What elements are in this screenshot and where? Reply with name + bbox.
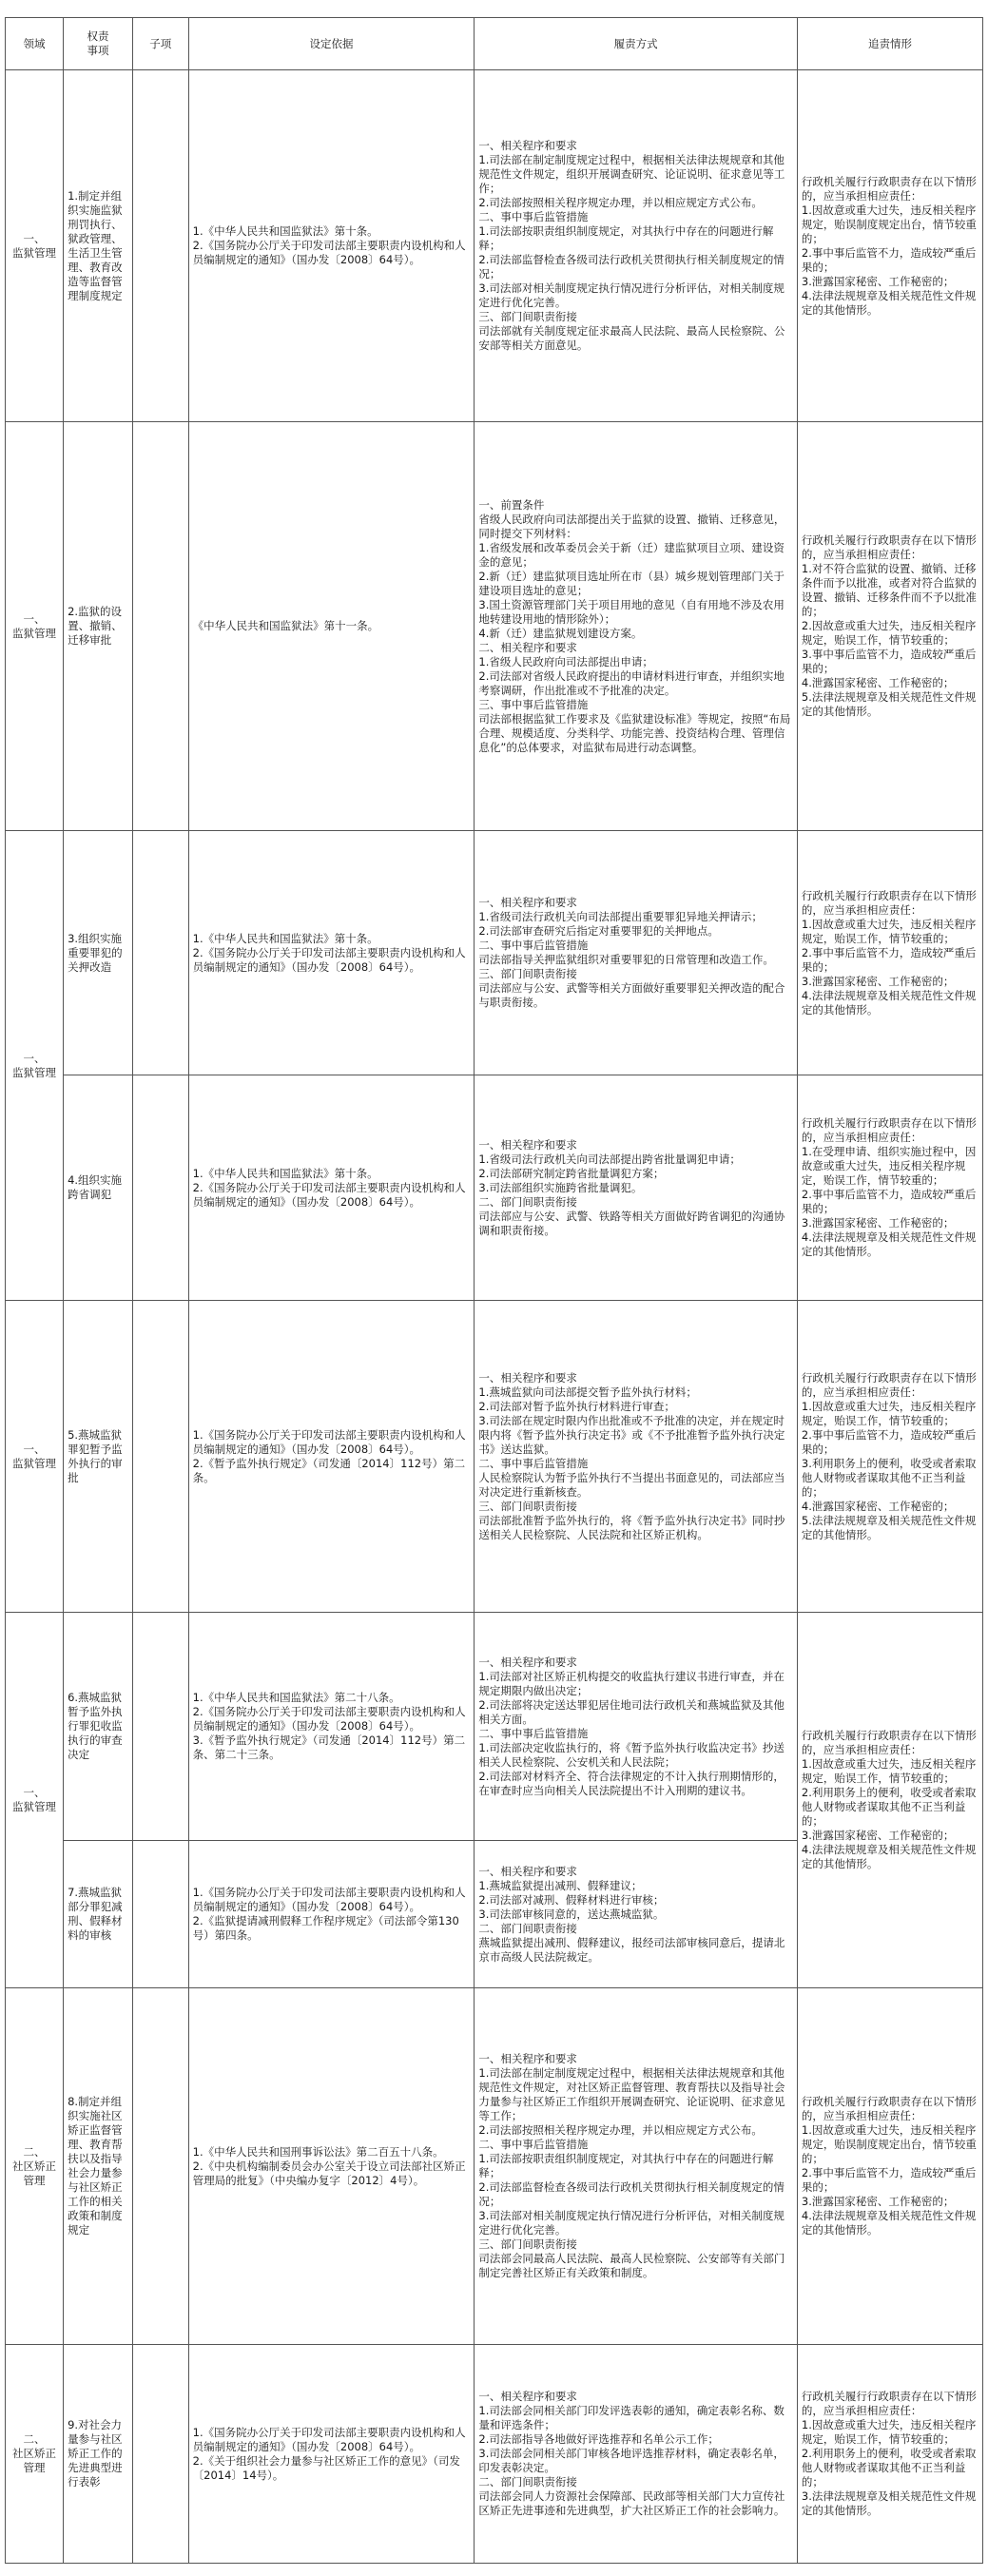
subitem-cell bbox=[132, 70, 188, 422]
basis-cell: 1.《国务院办公厅关于印发司法部主要职责内设机构和人员编制规定的通知》（国办发〔2008〕64号）。 2.《关于组织社会力量参与社区矫正工作的意见》（司发〔2014〕14号）。 bbox=[188, 2345, 475, 2564]
subitem-cell bbox=[132, 831, 188, 1075]
item-cell: 8.制定并组织实施社区矫正监督管理、教育帮扶以及指导社会力量参与社区矫正工作的相关政策和制度规定 bbox=[64, 1988, 133, 2345]
table-row bbox=[6, 422, 983, 831]
duties-cell: 一、相关程序和要求 1.司法部会同相关部门印发评选表彰的通知，确定表彰名称、数量和评选条件； 2.司法部指导各地做好评选推荐和名单公示工作； 3.司法部会同相关部门审核各地评选推荐材料，确定表彰名单，印发表彰决定。 二、部门间职责衔接 司法部会同人力资源社会保障部、民政部等相关部门大力宣传社区矫正先进事迹和先进典型，扩大社区矫正工作的社会影响力。 bbox=[475, 2345, 798, 2564]
item-cell: 4.组织实施跨省调犯 bbox=[64, 1075, 133, 1301]
domain-cell: 二、 社区矫正管理 bbox=[6, 1988, 64, 2345]
subitem-cell bbox=[132, 422, 188, 831]
domain-cell: 一、 监狱管理 bbox=[6, 1301, 64, 1613]
basis-cell: 《中华人民共和国监狱法》第十一条。 bbox=[188, 422, 475, 831]
header-duties: 履责方式 bbox=[475, 18, 798, 70]
item-cell: 7.燕城监狱部分罪犯减刑、假释材料的审核 bbox=[64, 1841, 133, 1988]
table-row bbox=[6, 70, 983, 422]
accountability-cell: 行政机关履行行政职责存在以下情形的，应当承担相应责任： 1.在受理申请、组织实施过程中，因故意或重大过失，违反相关程序规定，贻误工作，情节较重的； 2.事中事后监管不力，造成较严重后果的； 3.泄露国家秘密、工作秘密的； 4.法律法规规章及相关规范性文件规定的其他情形。 bbox=[797, 1075, 982, 1301]
subitem-cell bbox=[132, 1613, 188, 1841]
item-cell: 1.制定并组织实施监狱刑罚执行、狱政管理、生活卫生管理、教育改造等监督管理制度规定 bbox=[64, 70, 133, 422]
basis-cell: 1.《国务院办公厅关于印发司法部主要职责内设机构和人员编制规定的通知》（国办发〔2008〕64号）。 2.《暂予监外执行规定》（司发通〔2014〕112号）第二条。 bbox=[188, 1301, 475, 1613]
accountability-cell: 行政机关履行行政职责存在以下情形的，应当承担相应责任： 1.对不符合监狱的设置、撤销、迁移条件而予以批准，或者对符合监狱的设置、撤销、迁移条件而不予以批准的； 2.因故意或重大过失，违反相关程序规定，贻误工作，情节较重的； 3.事中事后监管不力，造成较严重后果的； 4.泄露国家秘密、工作秘密的； 5.法律法规规章及相关规范性文件规定的其他情形。 bbox=[797, 422, 982, 831]
item-cell: 2.监狱的设置、撤销、迁移审批 bbox=[64, 422, 133, 831]
table-row bbox=[6, 2345, 983, 2564]
basis-cell: 1.《中华人民共和国监狱法》第十条。 2.《国务院办公厅关于印发司法部主要职责内设机构和人员编制规定的通知》（国办发〔2008〕64号）。 bbox=[188, 831, 475, 1075]
item-cell: 3.组织实施重要罪犯的关押改造 bbox=[64, 831, 133, 1075]
basis-cell: 1.《中华人民共和国监狱法》第十条。 2.《国务院办公厅关于印发司法部主要职责内设机构和人员编制规定的通知》（国办发〔2008〕64号）。 bbox=[188, 70, 475, 422]
subitem-cell bbox=[132, 1988, 188, 2345]
header-item: 权责 事项 bbox=[64, 18, 133, 70]
table-row bbox=[6, 1075, 983, 1301]
table-row bbox=[6, 831, 983, 1075]
duties-cell: 一、相关程序和要求 1.省级司法行政机关向司法部提出跨省批量调犯申请； 2.司法部研究制定跨省批量调犯方案； 3.司法部组织实施跨省批量调犯。 二、部门间职责衔接 司法部应与公安、武警、铁路等相关方面做好跨省调犯的沟通协调和职责衔接。 bbox=[475, 1075, 798, 1301]
duties-cell: 一、前置条件 省级人民政府向司法部提出关于监狱的设置、撤销、迁移意见，同时提交下列材料： 1.省级发展和改革委员会关于新（迁）建监狱项目立项、建设资金的意见； 2.新（迁）建监狱项目选址所在市（县）城乡规划管理部门关于建设项目选址的意见； 3.国土资源管理部门关于项目用地的意见（自有用地不涉及农用地转建设用地的情形除外）； 4.新（迁）建监狱规划建设方案。 二、相关程序和要求 1.省级人民政府向司法部提出申请； 2.司法部对省级人民政府提出的申请材料进行审查，并组织实地考察调研，作出批准或不予批准的决定。 三、事中事后监管措施 司法部根据监狱工作要求及《监狱建设标准》等规定，按照“布局合理、规模适度、分类科学、功能完善、投资结构合理、管理信息化”的总体要求，对监狱布局进行动态调整。 bbox=[475, 422, 798, 831]
duties-cell: 一、相关程序和要求 1.省级司法行政机关向司法部提出重要罪犯异地关押请示； 2.司法部审查研究后指定对重要罪犯的关押地点。 二、事中事后监管措施 司法部指导关押监狱组织对重要罪犯的日常管理和改造工作。 三、部门间职责衔接 司法部应与公安、武警等相关方面做好重要罪犯关押改造的配合与职责衔接。 bbox=[475, 831, 798, 1075]
duties-cell: 一、相关程序和要求 1.司法部对社区矫正机构提交的收监执行建议书进行审查，并在规定期限内做出决定； 2.司法部将决定送达罪犯居住地司法行政机关和燕城监狱及其他相关方面。 二、事中事后监管措施 1.司法部决定收监执行的，将《暂予监外执行收监决定书》抄送相关人民检察院、公安机关和人民法院； 2.司法部对材料齐全、符合法律规定的不计入执行刑期情形的，在审查时应当向相关人民法院提出不计入刑期的建议书。 bbox=[475, 1613, 798, 1841]
accountability-cell: 行政机关履行行政职责存在以下情形的，应当承担相应责任： 1.因故意或重大过失，违反相关程序规定，贻误制度规定出台，情节较重的； 2.事中事后监管不力，造成较严重后果的； 3.泄露国家秘密、工作秘密的； 4.法律法规规章及相关规范性文件规定的其他情形。 bbox=[797, 70, 982, 422]
item-cell: 6.燕城监狱暂予监外执行罪犯收监执行的审查决定 bbox=[64, 1613, 133, 1841]
domain-cell: 一、 监狱管理 bbox=[6, 1613, 64, 1988]
domain-cell: 一、 监狱管理 bbox=[6, 70, 64, 422]
duties-cell: 一、相关程序和要求 1.燕城监狱向司法部提交暂予监外执行材料； 2.司法部对暂予监外执行材料进行审查； 3.司法部在规定时限内作出批准或不予批准的决定，并在规定时限内将《暂予监外执行决定书》或《不予批准暂予监外执行决定书》送达监狱。 二、事中事后监管措施 人民检察院认为暂予监外执行不当提出书面意见的，司法部应当对决定进行重新核查。 三、部门间职责衔接 司法部批准暂予监外执行的，将《暂予监外执行决定书》同时抄送相关人民检察院、人民法院和社区矫正机构。 bbox=[475, 1301, 798, 1613]
accountability-cell: 行政机关履行行政职责存在以下情形的，应当承担相应责任： 1.因故意或重大过失，违反相关程序规定，贻误制度规定出台，情节较重的； 2.事中事后监管不力，造成较严重后果的； 3.泄露国家秘密、工作秘密的； 4.法律法规规章及相关规范性文件规定的其他情形。 bbox=[797, 1988, 982, 2345]
subitem-cell bbox=[132, 2345, 188, 2564]
accountability-cell: 行政机关履行行政职责存在以下情形的，应当承担相应责任： 1.因故意或重大过失，违反相关程序规定，贻误工作，情节较重的； 2.事中事后监管不力，造成较严重后果的； 3.泄露国家秘密、工作秘密的； 4.法律法规规章及相关规范性文件规定的其他情形。 bbox=[797, 831, 982, 1075]
item-cell: 5.燕城监狱罪犯暂予监外执行的审批 bbox=[64, 1301, 133, 1613]
header-accountability: 追责情形 bbox=[797, 18, 982, 70]
domain-cell: 二、 社区矫正管理 bbox=[6, 2345, 64, 2564]
duties-cell: 一、相关程序和要求 1.司法部在制定制度规定过程中，根据相关法律法规规章和其他规范性文件规定，对社区矫正监督管理、教育帮扶以及指导社会力量参与社区矫正工作组织开展调查研究、论证说明、征求意见等工作； 2.司法部按照相关程序规定办理，并以相应规定方式公布。 二、事中事后监管措施 1.司法部按职责组织制度规定，对其执行中存在的问题进行解释； 2.司法部监督检查各级司法行政机关贯彻执行相关制度规定的情况； 3.司法部对相关制度规定执行情况进行分析评估，对相关制度规定进行优化完善。 三、部门间职责衔接 司法部会同最高人民法院、最高人民检察院、公安部等有关部门制定完善社区矫正有关政策和制度。 bbox=[475, 1988, 798, 2345]
subitem-cell bbox=[132, 1301, 188, 1613]
domain-cell: 一、 监狱管理 bbox=[6, 422, 64, 831]
accountability-cell: 行政机关履行行政职责存在以下情形的，应当承担相应责任： 1.因故意或重大过失，违反相关程序规定，贻误工作，情节较重的； 2.事中事后监管不力，造成较严重后果的； 3.利用职务上的便利，收受或者索取他人财物或者谋取其他不正当利益的； 4.泄露国家秘密、工作秘密的； 5.法律法规规章及相关规范性文件规定的其他情形。 bbox=[797, 1301, 982, 1613]
basis-cell: 1.《国务院办公厅关于印发司法部主要职责内设机构和人员编制规定的通知》（国办发〔2008〕64号）。 2.《监狱提请减刑假释工作程序规定》（司法部令第130号）第四条。 bbox=[188, 1841, 475, 1988]
domain-cell: 一、 监狱管理 bbox=[6, 831, 64, 1301]
accountability-cell: 行政机关履行行政职责存在以下情形的，应当承担相应责任： 1.因故意或重大过失，违反相关程序规定，贻误工作，情节较重的； 2.利用职务上的便利，收受或者索取他人财物或者谋取其他不正当利益的； 3.法律法规规章及相关规范性文件规定的其他情形。 bbox=[797, 2345, 982, 2564]
duties-cell: 一、相关程序和要求 1.燕城监狱提出减刑、假释建议； 2.司法部对减刑、假释材料进行审核； 3.司法部审核同意的，送达燕城监狱。 二、部门间职责衔接 燕城监狱提出减刑、假释建议，报经司法部审核同意后，提请北京市高级人民法院裁定。 bbox=[475, 1841, 798, 1988]
subitem-cell bbox=[132, 1841, 188, 1988]
responsibility-table bbox=[5, 17, 983, 2564]
header-domain: 领域 bbox=[6, 18, 64, 70]
basis-cell: 1.《中华人民共和国监狱法》第二十八条。 2.《国务院办公厅关于印发司法部主要职责内设机构和人员编制规定的通知》（国办发〔2008〕64号）。 3.《暂予监外执行规定》（司发通〔2014〕112号）第二条、第二十三条。 bbox=[188, 1613, 475, 1841]
table-row bbox=[6, 1301, 983, 1613]
table-row bbox=[6, 1988, 983, 2345]
header-subitem: 子项 bbox=[132, 18, 188, 70]
item-cell: 9.对社会力量参与社区矫正工作的先进典型进行表彰 bbox=[64, 2345, 133, 2564]
accountability-cell: 行政机关履行行政职责存在以下情形的，应当承担相应责任： 1.因故意或重大过失，违反相关程序规定，贻误工作，情节较重的； 2.利用职务上的便利，收受或者索取他人财物或者谋取其他不正当利益的； 3.泄露国家秘密、工作秘密的； 4.法律法规规章及相关规范性文件规定的其他情形。 bbox=[797, 1613, 982, 1988]
basis-cell: 1.《中华人民共和国刑事诉讼法》第二百五十八条。 2.《中央机构编制委员会办公室关于设立司法部社区矫正管理局的批复》（中央编办复字〔2012〕4号）。 bbox=[188, 1988, 475, 2345]
table-row bbox=[6, 1613, 983, 1841]
subitem-cell bbox=[132, 1075, 188, 1301]
header-row bbox=[6, 18, 983, 70]
basis-cell: 1.《中华人民共和国监狱法》第十条。 2.《国务院办公厅关于印发司法部主要职责内设机构和人员编制规定的通知》（国办发〔2008〕64号）。 bbox=[188, 1075, 475, 1301]
header-basis: 设定依据 bbox=[188, 18, 475, 70]
duties-cell: 一、相关程序和要求 1.司法部在制定制度规定过程中，根据相关法律法规规章和其他规范性文件规定，组织开展调查研究、论证说明、征求意见等工作； 2.司法部按照相关程序规定办理，并以相应规定方式公布。 二、事中事后监管措施 1.司法部按职责组织制度规定，对其执行中存在的问题进行解释； 2.司法部监督检查各级司法行政机关贯彻执行相关制度规定的情况； 3.司法部对相关制度规定执行情况进行分析评估，对相关制度规定进行优化完善。 三、部门间职责衔接 司法部就有关制度规定征求最高人民法院、最高人民检察院、公安部等相关方面意见。 bbox=[475, 70, 798, 422]
